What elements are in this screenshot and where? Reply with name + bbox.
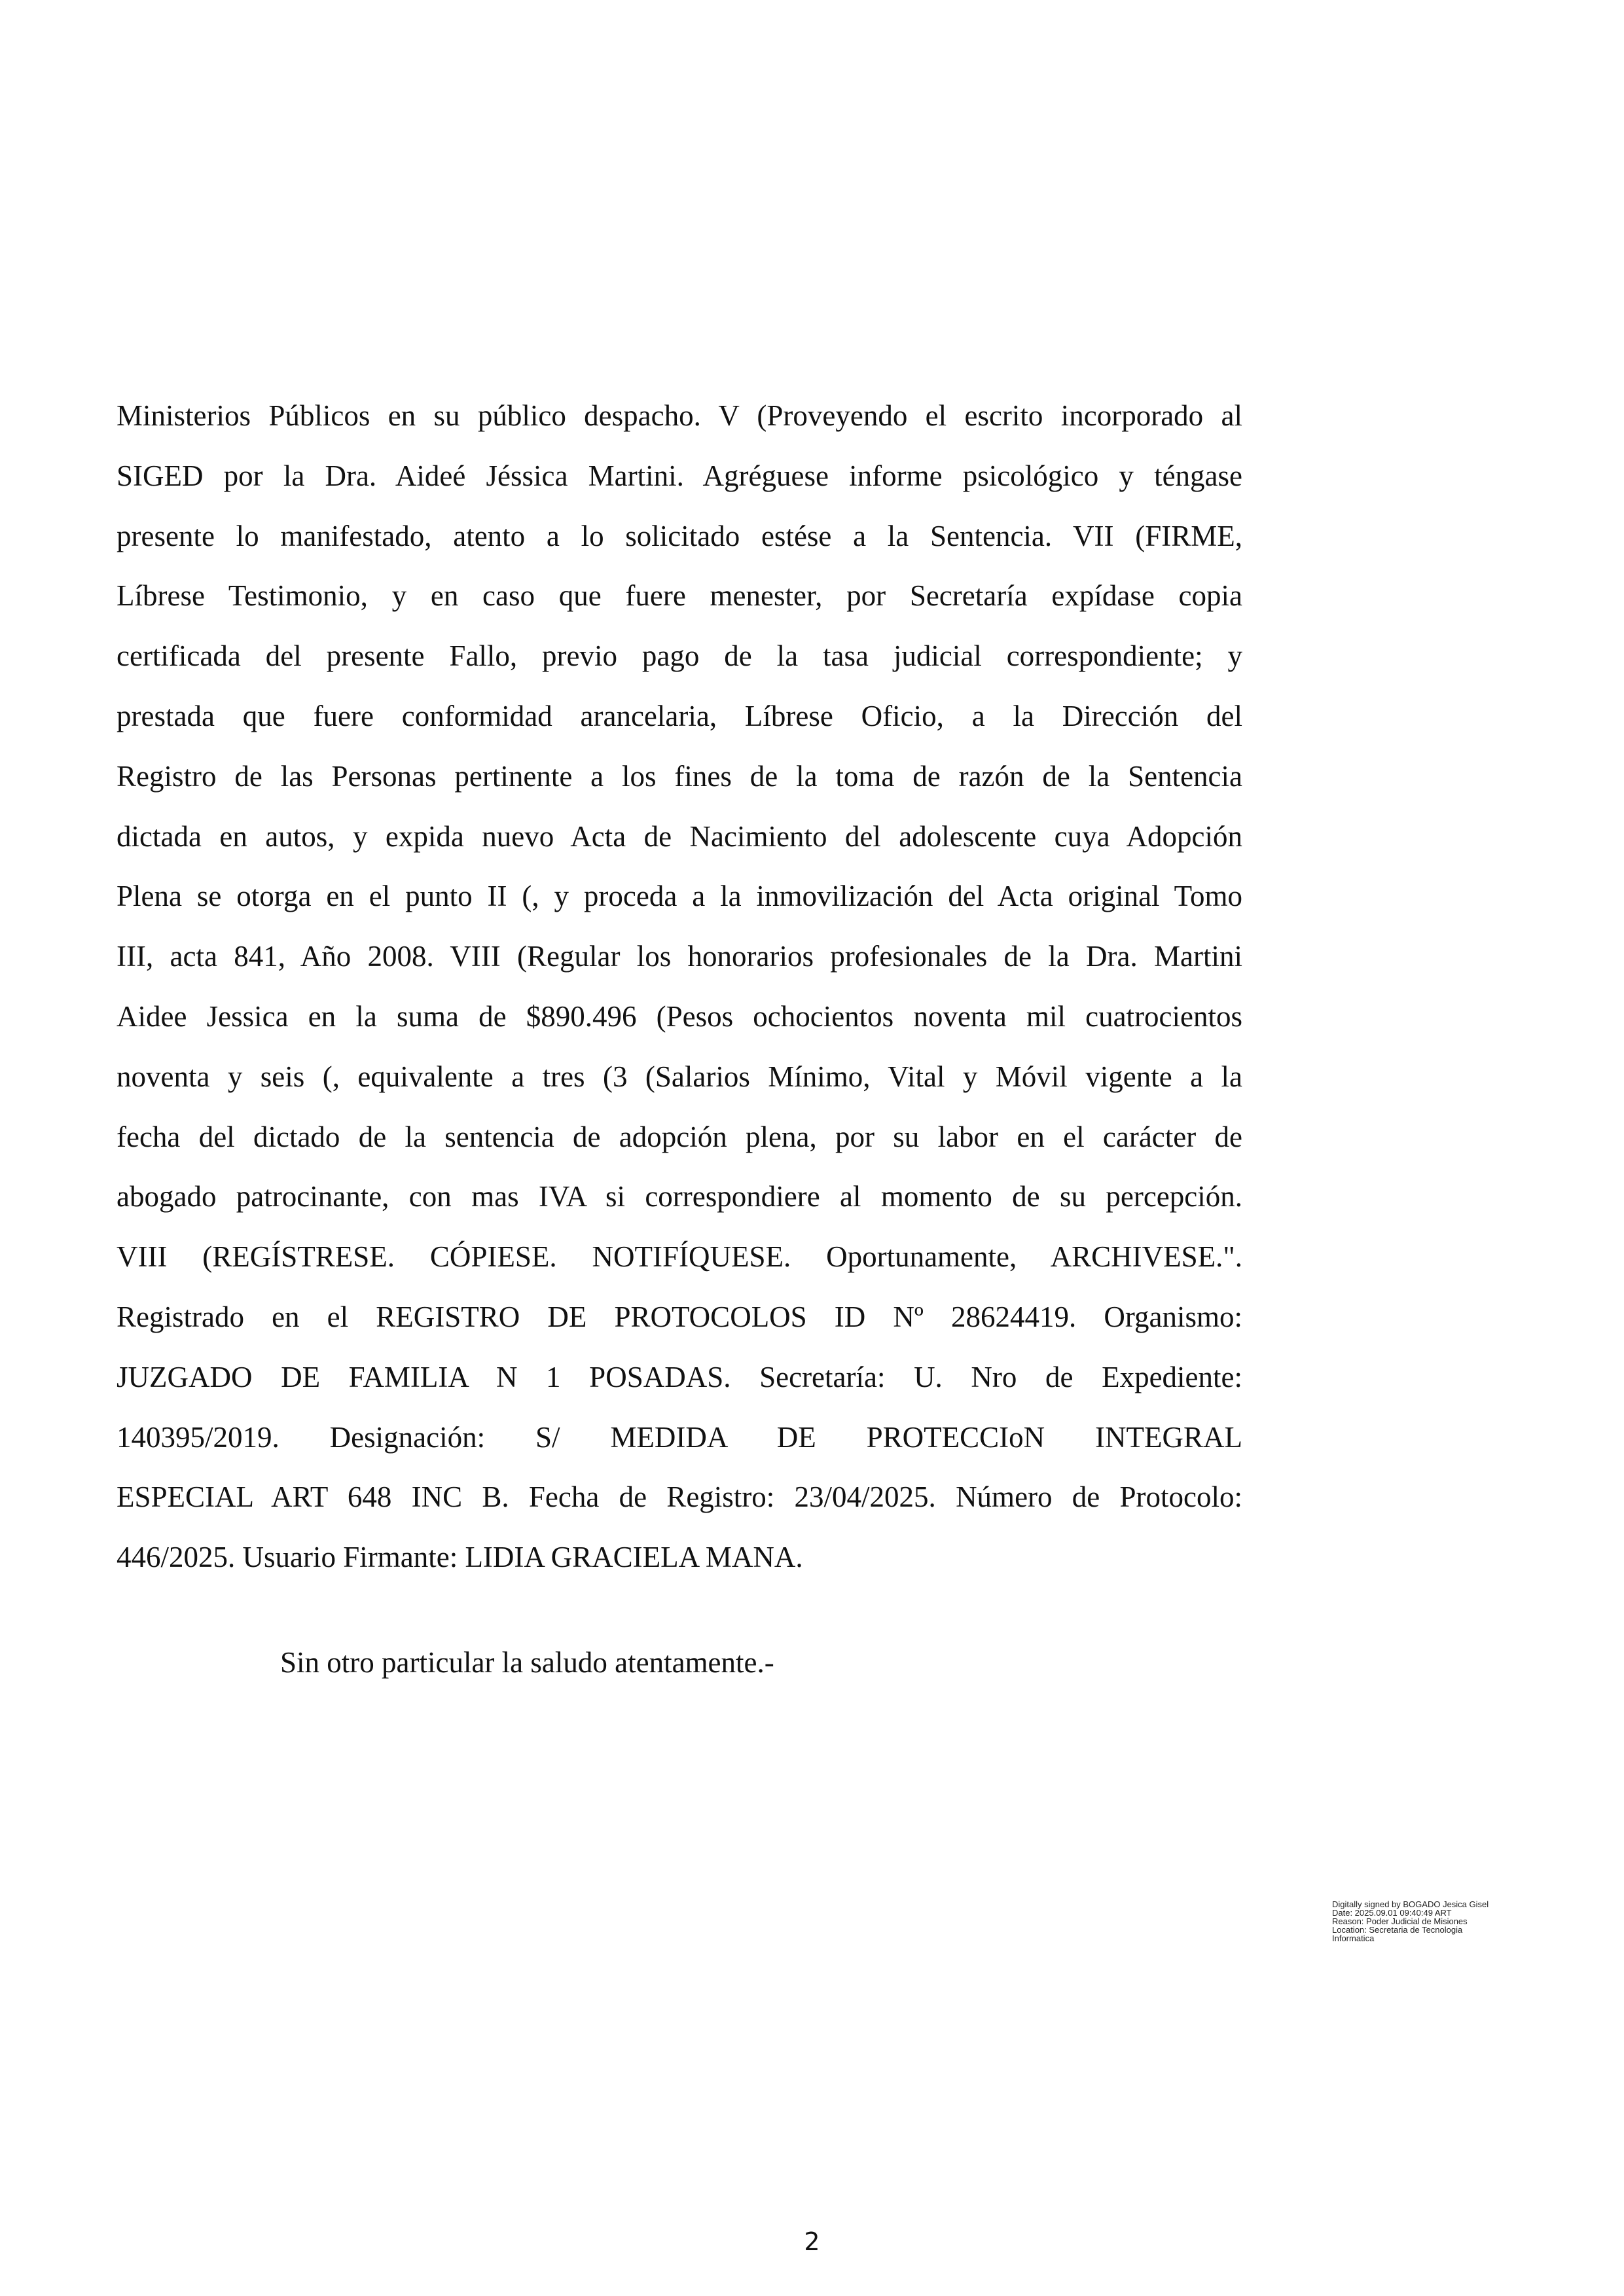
body-line: Registro de las Personas pertinente a los fines de la toma de razón de la Sentencia xyxy=(117,759,1242,793)
body-line: Ministerios Públicos en su público despacho. V (Proveyendo el escrito incorporado al xyxy=(117,399,1242,432)
body-line: certificada del presente Fallo, previo pago de la tasa judicial correspondiente; y xyxy=(117,639,1242,673)
closing-salutation: Sin otro particular la saludo atentamente.- xyxy=(280,1646,774,1679)
signature-signer: Digitally signed by BOGADO Jesica Gisel xyxy=(1332,1899,1489,1909)
body-line: dictada en autos, y expida nuevo Acta de Nacimiento del adolescente cuya Adopción xyxy=(117,819,1242,853)
digital-signature-block xyxy=(1332,1900,1581,1943)
body-line: presente lo manifestado, atento a lo solicitado estése a la Sentencia. VII (FIRME, xyxy=(117,519,1242,552)
body-line: Líbrese Testimonio, y en caso que fuere menester, por Secretaría expídase copia xyxy=(117,579,1242,613)
body-line: III, acta 841, Año 2008. VIII (Regular los honorarios profesionales de la Dra. Martini xyxy=(117,940,1242,973)
body-line: noventa y seis (, equivalente a tres (3 (Salarios Mínimo, Vital y Móvil vigente a la xyxy=(117,1060,1242,1093)
body-line: abogado patrocinante, con mas IVA si correspondiere al momento de su percepción. xyxy=(117,1180,1242,1213)
signature-reason: Reason: Poder Judicial de Misiones xyxy=(1332,1916,1468,1926)
body-line: SIGED por la Dra. Aideé Jéssica Martini. Agréguese informe psicológico y téngase xyxy=(117,459,1242,492)
body-line: ESPECIAL ART 648 INC B. Fecha de Registro: 23/04/2025. Número de Protocolo: xyxy=(117,1480,1242,1514)
signature-location-cont: Informatica xyxy=(1332,1933,1375,1943)
body-paragraph xyxy=(117,386,1242,1588)
signature-location: Location: Secretaria de Tecnologia xyxy=(1332,1925,1463,1935)
body-line: JUZGADO DE FAMILIA N 1 POSADAS. Secretaría: U. Nro de Expediente: xyxy=(117,1360,1242,1393)
body-line: Aidee Jessica en la suma de $890.496 (Pesos ochocientos noventa mil cuatrocientos xyxy=(117,999,1242,1033)
signature-date: Date: 2025.09.01 09:40:49 ART xyxy=(1332,1908,1452,1918)
body-line: 446/2025. Usuario Firmante: LIDIA GRACIELA MANA. xyxy=(117,1541,803,1574)
body-line: Plena se otorga en el punto II (, y proceda a la inmovilización del Acta original Tomo xyxy=(117,880,1242,913)
body-line: fecha del dictado de la sentencia de adopción plena, por su labor en el carácter de xyxy=(117,1120,1242,1153)
page-number: 2 xyxy=(804,2227,820,2256)
body-line: VIII (REGÍSTRESE. CÓPIESE. NOTIFÍQUESE. Oportunamente, ARCHIVESE.". xyxy=(117,1240,1242,1274)
body-line: prestada que fuere conformidad arancelaria, Líbrese Oficio, a la Dirección del xyxy=(117,699,1242,732)
body-line: Registrado en el REGISTRO DE PROTOCOLOS ID Nº 28624419. Organismo: xyxy=(117,1300,1242,1333)
body-line: 140395/2019. Designación: S/ MEDIDA DE PROTECCIoN INTEGRAL xyxy=(117,1420,1242,1454)
